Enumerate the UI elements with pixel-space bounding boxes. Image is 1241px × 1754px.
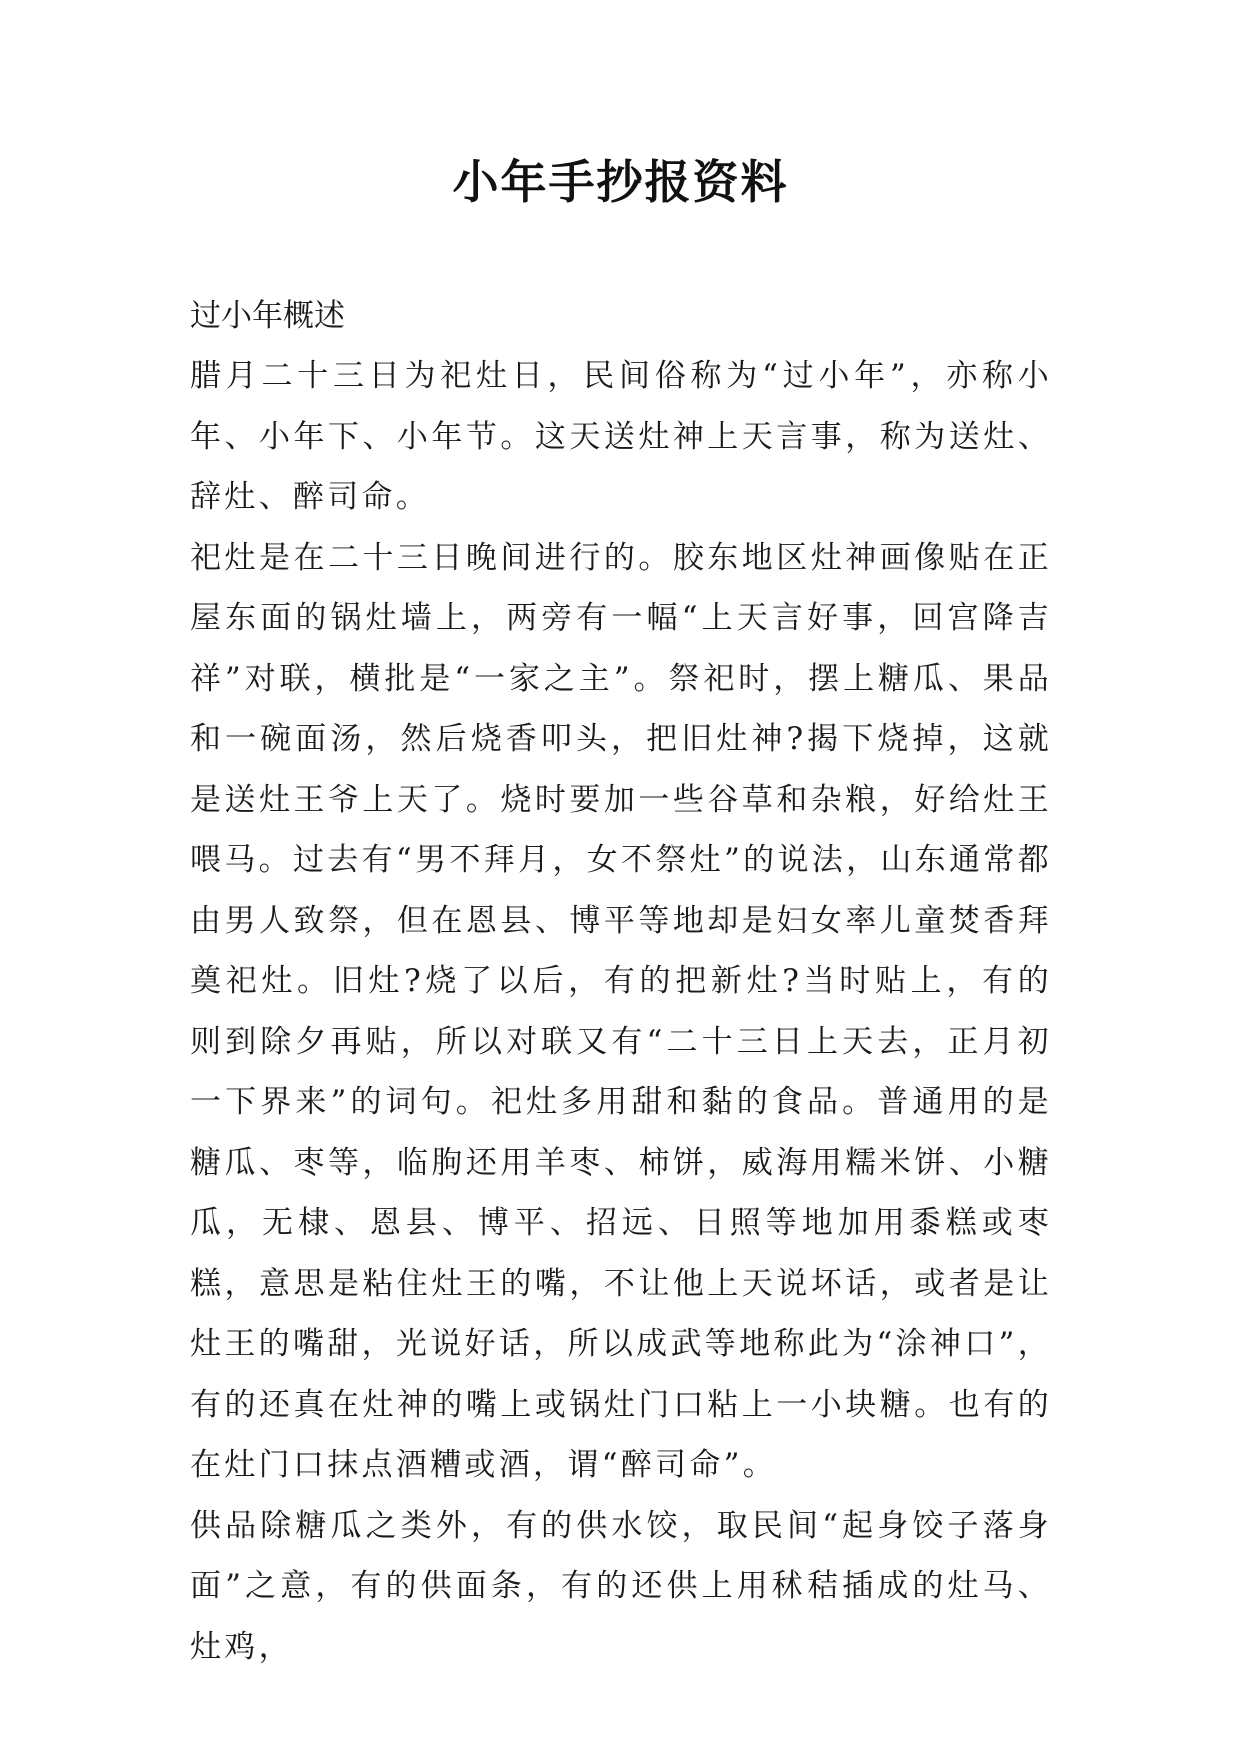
- section-heading: 过小年概述: [190, 298, 345, 334]
- paragraph-offerings: 供品除糖瓜之类外，有的供水饺，取民间“起身饺子落身面”之意，有的供面条，有的还供上用秫秸插成的灶马、灶鸡，: [190, 1507, 1052, 1665]
- paragraph-intro: 腊月二十三日为祀灶日，民间俗称为“过小年”，亦称小年、小年下、小年节。这天送灶神上天言事，称为送灶、辞灶、醉司命。: [190, 358, 1052, 515]
- document-body: [190, 286, 1052, 1677]
- document-title: 小年手抄报资料: [452, 155, 789, 209]
- paragraph-ritual: 祀灶是在二十三日晚间进行的。胶东地区灶神画像贴在正屋东面的锅灶墙上，两旁有一幅“上天言好事，回宫降吉祥”对联，横批是“一家之主”。祭祀时，摆上糖瓜、果品和一碗面汤，然后烧香叩头，把旧灶神?揭下烧掉，这就是送灶王爷上天了。烧时要加一些谷草和杂粮，好给灶王喂马。过去有“男不拜月，女不祭灶”的说法，山东通常都由男人致祭，但在恩县、博平等地却是妇女率儿童焚香拜奠祀灶。旧灶?烧了以后，有的把新灶?当时贴上，有的则到除夕再贴，所以对联又有“二十三日上天去，正月初一下界来”的词句。祀灶多用甜和黏的食品。普通用的是糖瓜、枣等，临朐还用羊枣、柿饼，威海用糯米饼、小糖瓜，无棣、恩县、博平、招远、日照等地加用黍糕或枣糕，意思是粘住灶王的嘴，不让他上天说坏话，或者是让灶王的嘴甜，光说好话，所以成武等地称此为“涂神口”，有的还真在灶神的嘴上或锅灶门口粘上一小块糖。也有的在灶门口抹点酒糟或酒，谓“醉司命”。: [190, 539, 1052, 1483]
